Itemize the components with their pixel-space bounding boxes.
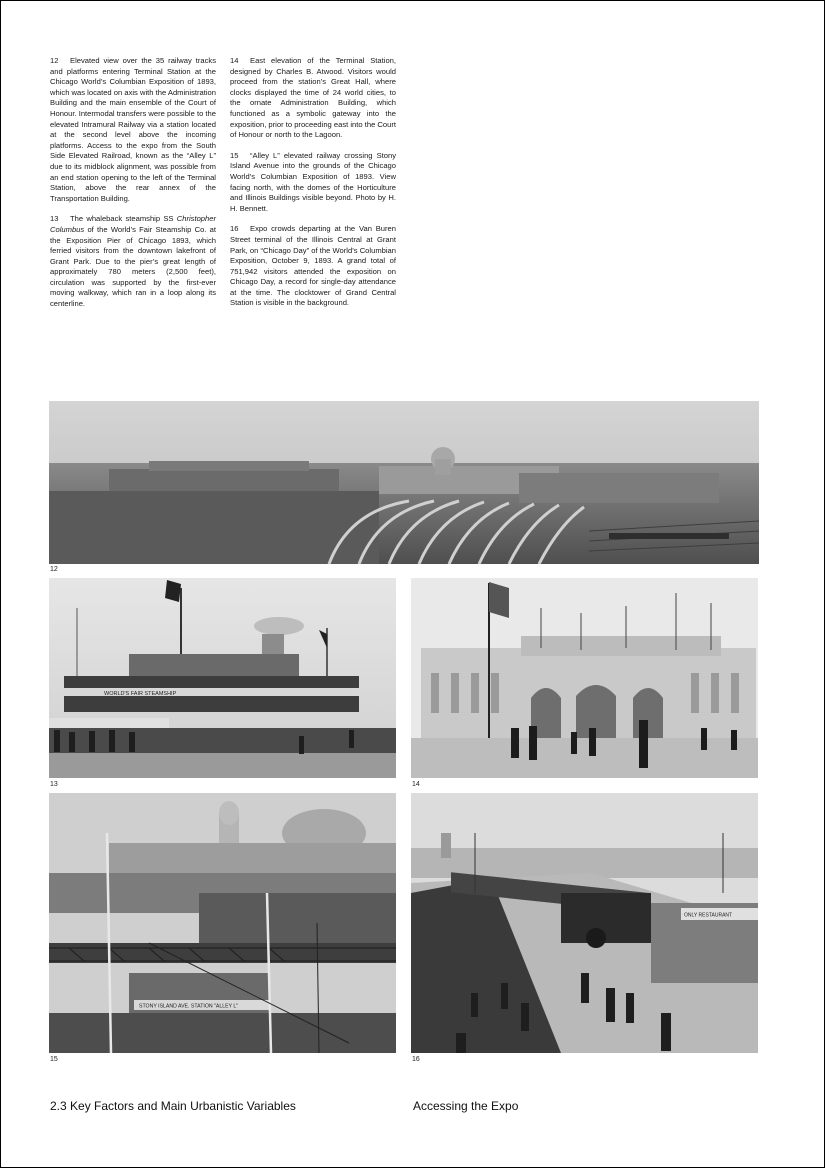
photo-13-steamship: [49, 578, 396, 778]
caption-text: of the World’s Fair Steamship Co. at the Exposition Pier of Chicago 1893, which ferried visitors from the downtown lakefront of Grant Park. Due to the pier’s great length of approximately 780 meters (2,500 feet), circulation was supported by the first-ever moving walkway, which ran in a loop along its centerline.: [50, 224, 216, 309]
booth-sign: ONLY RESTAURANT: [684, 912, 733, 919]
figure-number-14: 14: [412, 781, 420, 788]
photo-15-alley-l: [49, 793, 396, 1053]
caption-number: 14: [230, 56, 239, 65]
caption-text: The whaleback steamship SS: [70, 214, 177, 224]
caption-number: 15: [230, 150, 239, 160]
ship-name: Christopher Columbus: [50, 214, 216, 234]
caption-14: [230, 56, 396, 141]
caption-number: 13: [50, 214, 59, 224]
figure-number-15: 15: [50, 1056, 58, 1063]
caption-number: 12: [50, 56, 59, 65]
photo-16-chicago-day-crowds: [411, 793, 758, 1053]
station-sign: STONY ISLAND AVE. STATION "ALLEY L": [139, 1003, 239, 1010]
figure-number-12: 12: [50, 566, 58, 573]
caption-text: East elevation of the Terminal Station, designed by Charles B. Atwood. Visitors would proceed from the station’s Great Hall, where clocks displayed the time of 24 world cities, to the ornate Administration Building, which functioned as a symbolic gateway into the exposition, prior to proceeding east into the Court of Honour or north to the Lagoon.: [230, 56, 396, 140]
footer-chapter-title: Accessing the Expo: [413, 1099, 519, 1113]
caption-column-left: [50, 56, 216, 320]
photo-14-terminal-station: [411, 578, 758, 778]
caption-text: “Alley L” elevated railway crossing Stony Island Avenue into the grounds of the Chicago World’s Columbian Exposition of 1893. View facing north, with the domes of the Horticulture and Illinois Buildings visible beyond. Photo by H. H. Bennett.: [230, 150, 396, 213]
footer-section-title: 2.3 Key Factors and Main Urbanistic Variables: [50, 1099, 296, 1113]
caption-text: Elevated view over the 35 railway tracks and platforms entering Terminal Station at the Chicago World’s Columbian Exposition of 1893, which was located on axis with the Administration Building and the main ensemble of the Court of Honour. Intermodal transfers were possible to the elevated Intramural Railway via a station located at the second level above the incoming platforms. Access to the expo from the South Side Elevated Railroad, known as the “Alley L” due to its midblock alignment, was possible from an end station opening to the left of the Terminal Station, above the rear annex of the Transportation Building.: [50, 56, 216, 203]
caption-12: [50, 56, 216, 204]
caption-column-right: [230, 56, 396, 319]
caption-13: [50, 214, 216, 309]
figure-number-13: 13: [50, 781, 58, 788]
figure-number-16: 16: [412, 1056, 420, 1063]
caption-number: 16: [230, 224, 239, 234]
photo-12-terminal-panorama: [49, 401, 759, 564]
caption-text: Expo crowds departing at the Van Buren Street terminal of the Illinois Central at Grant Park, on “Chicago Day” of the World’s Columbian Exposition, October 9, 1893. A grand total of 751,942 visitors attended the exposition on Chicago Day, a record for single-day attendance at the time. The clocktower of Grand Central Station is visible in the background.: [230, 224, 396, 308]
caption-15: [230, 151, 396, 215]
ship-sign: WORLD'S FAIR STEAMSHIP: [104, 691, 177, 697]
caption-16: [230, 224, 396, 309]
